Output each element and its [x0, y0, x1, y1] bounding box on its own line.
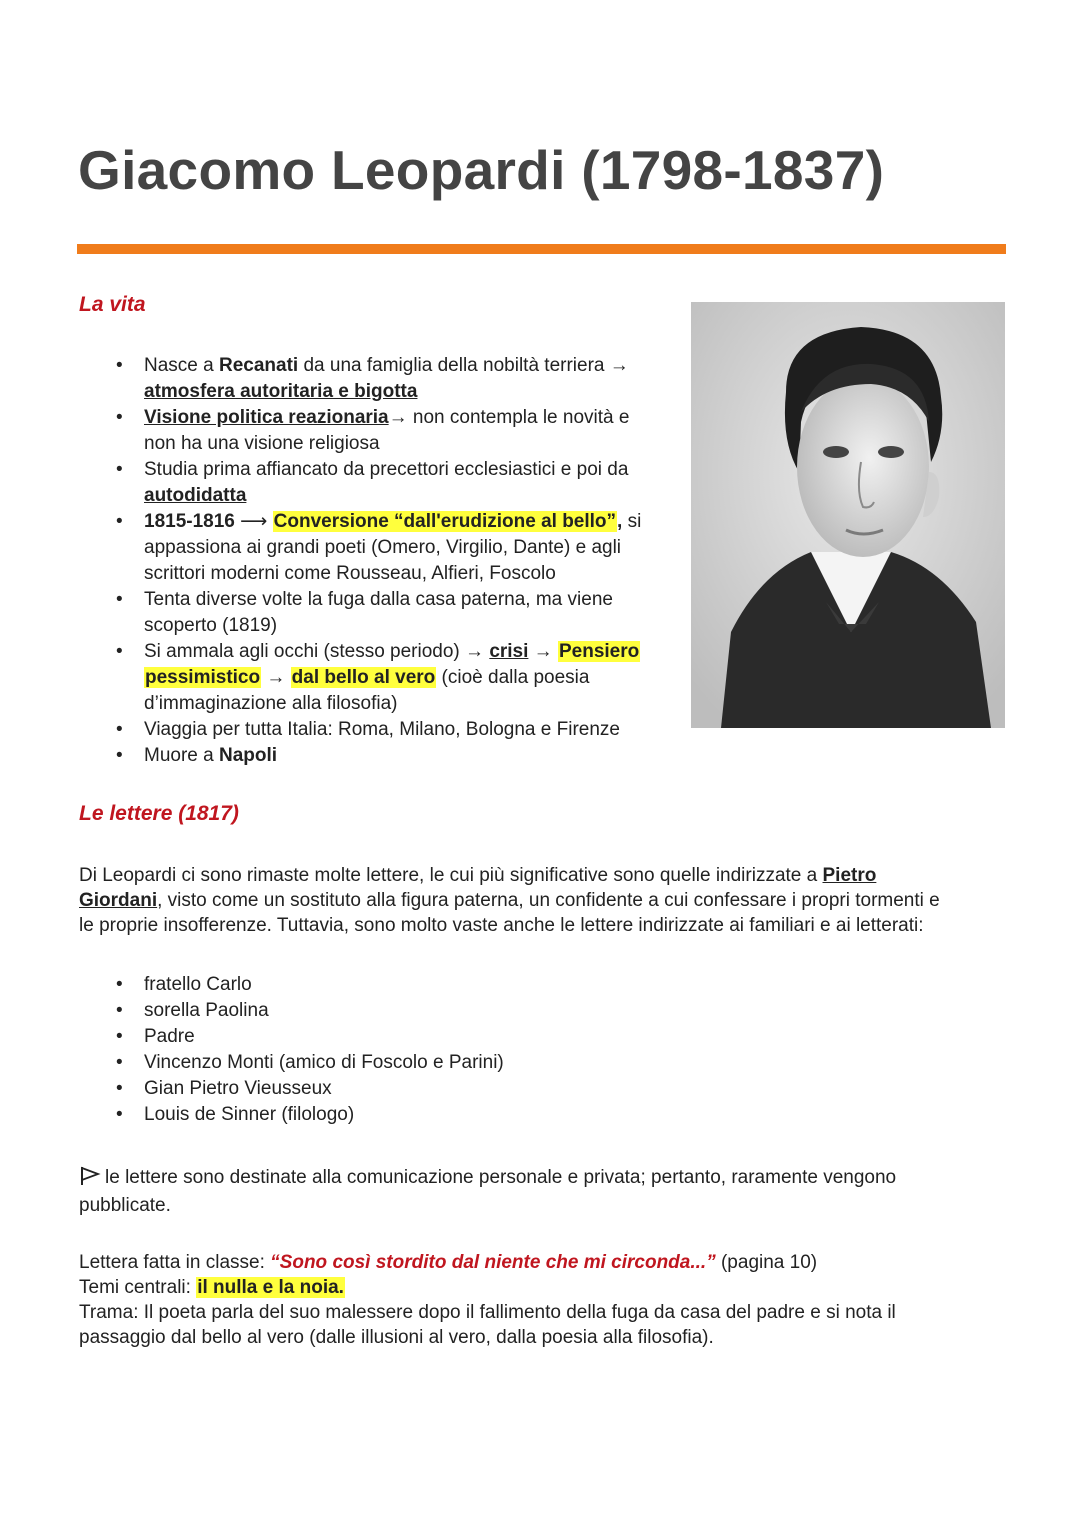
title-divider [77, 244, 1006, 254]
list-item: • Viaggia per tutta Italia: Roma, Milano, Bologna e Firenze [106, 717, 641, 743]
list-item: • Studia prima affiancato da precettori ecclesiastici e poi da autodidatta [106, 457, 641, 509]
section-heading-lettere: Le lettere (1817) [79, 802, 239, 825]
section-heading-vita: La vita [79, 293, 146, 316]
lettere-classe-block: Lettera fatta in classe: “Sono così stordito dal niente che mi circonda...” (pagina 10) Temi centrali: il nulla e la noia. Trama: Il poeta parla del suo malessere dopo il fallimento della fuga da casa del padre e si nota il passaggio dal bello al vero (dalle illusioni al vero, dalla poesia alla filosofia). [79, 1252, 896, 1348]
lettere-intro-paragraph: Di Leopardi ci sono rimaste molte lettere, le cui più significative sono quelle indirizzate a Pietro Giordani, visto come un sostituto alla figura paterna, un confidente a cui confessare i propri tormenti e le proprie insofferenze. Tuttavia, sono molto vaste anche le lettere indirizzate ai familiari e ai letterati: [79, 865, 940, 936]
list-item: • 1815-1816 ⟶ Conversione “dall'erudizione al bello”, si appassiona ai grandi poeti (Omero, Virgilio, Dante) e agli scrittori moderni come Rousseau, Alfieri, Foscolo [106, 509, 641, 587]
quote-title: “Sono così stordito dal niente che mi circonda...” [270, 1252, 716, 1273]
vita-bullet-list [106, 353, 641, 769]
lettere-note: le lettere sono destinate alla comunicazione personale e privata; pertanto, raramente vengono pubblicate. [79, 1167, 897, 1216]
portrait-image [691, 302, 1005, 728]
list-item: • fratello Carlo [106, 972, 504, 998]
list-item: • Muore a Napoli [106, 743, 641, 769]
list-item: • sorella Paolina [106, 998, 504, 1024]
list-item: • Padre [106, 1024, 504, 1050]
list-item: • Gian Pietro Vieusseux [106, 1076, 504, 1102]
lettere-recipient-list [106, 972, 504, 1128]
portrait-illustration [691, 302, 1005, 728]
list-item: • Louis de Sinner (filologo) [106, 1102, 504, 1128]
list-item: • Si ammala agli occhi (stesso periodo) → crisi → Pensiero pessimistico → dal bello al vero (cioè dalla poesia d’immaginazione alla filosofia) [106, 639, 641, 717]
list-item: • Visione politica reazionaria→ non contempla le novità e non ha una visione religiosa [106, 405, 641, 457]
list-item: • Vincenzo Monti (amico di Foscolo e Parini) [106, 1050, 504, 1076]
page-title: Giacomo Leopardi (1798-1837) [78, 139, 885, 201]
list-item: • Nasce a Recanati da una famiglia della nobiltà terriera → atmosfera autoritaria e bigotta [106, 353, 641, 405]
flag-icon [79, 1166, 101, 1193]
list-item: • Tenta diverse volte la fuga dalla casa paterna, ma viene scoperto (1819) [106, 587, 641, 639]
